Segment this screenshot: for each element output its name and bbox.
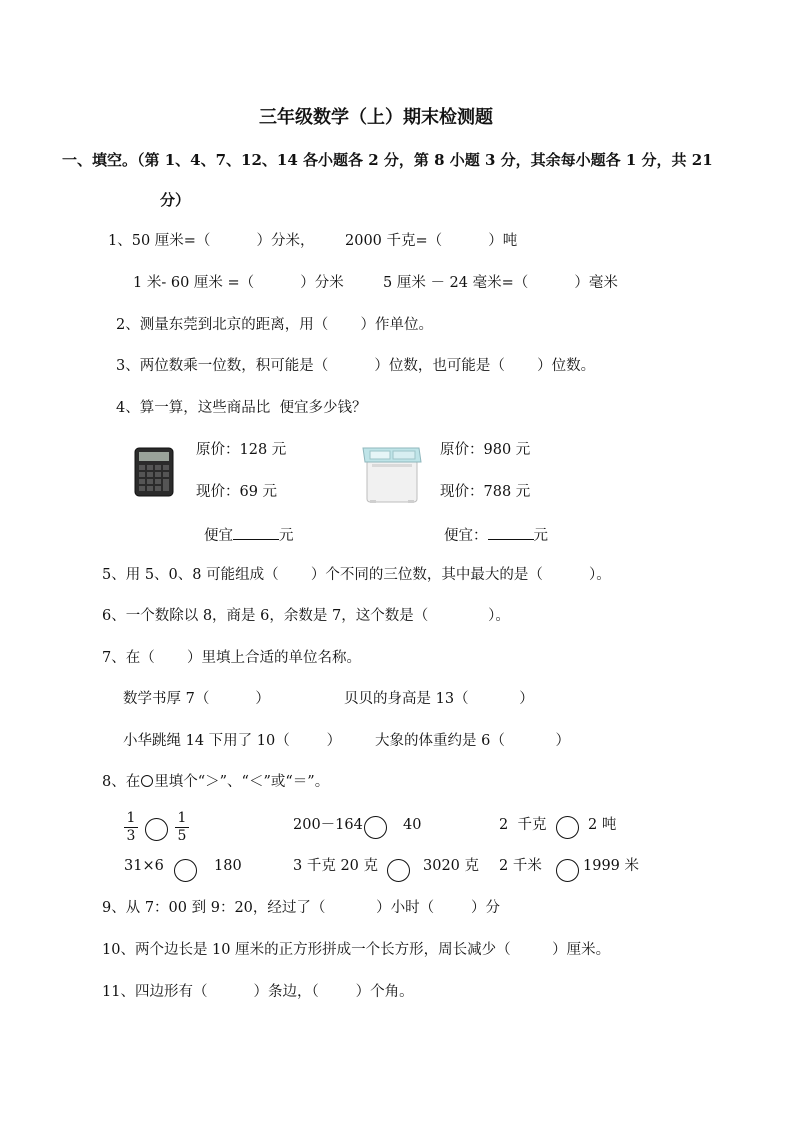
compare-3-right: 2 吨 — [588, 817, 617, 833]
compare-circle-4[interactable] — [174, 859, 197, 882]
compare-circle-5[interactable] — [387, 859, 410, 882]
fraction-denominator: 5 — [177, 828, 187, 844]
question-5: 5、用 5、0、8 可能组成（ ）个不同的三位数，其中最大的是（ ）。 — [102, 567, 611, 583]
item2-answer-blank[interactable] — [488, 526, 534, 540]
q1-part-a: 1、50 厘米=（ ）分米， — [108, 233, 315, 249]
question-6: 6、一个数除以 8，商是 6，余数是 7，这个数是（ ）。 — [102, 608, 510, 624]
q7-part-a: 数学书厚 7（ ） — [123, 691, 270, 707]
item2-current-price: 现价：788 元 — [440, 484, 531, 500]
item2-cheaper — [444, 526, 548, 544]
calculator-icon — [134, 447, 174, 501]
q1-part-b: 2000 千克=（ ）吨 — [345, 233, 518, 249]
item2-cheaper-unit: 元 — [533, 528, 548, 544]
section-heading-continued: 分） — [160, 191, 191, 209]
compare-circle-2[interactable] — [364, 816, 387, 839]
section-heading: 一、填空。（第 1、4、7、12、14 各小题各 2 分，第 8 小题 3 分，其余每小题各 1 分，共 21 — [62, 151, 713, 169]
question-2: 2、测量东莞到北京的距离，用（ ）作单位。 — [116, 317, 433, 333]
washing-machine-icon — [358, 440, 424, 510]
item2-original-price: 原价：980 元 — [440, 442, 531, 458]
item2-cheaper-label: 便宜： — [444, 528, 488, 544]
item1-cheaper — [204, 526, 294, 544]
compare-5-right: 3020 克 — [423, 858, 480, 874]
q1-part-c: 1 米- 60 厘米 =（ ）分米 — [133, 275, 344, 291]
fraction-numerator: 1 — [177, 810, 187, 826]
compare-3-left: 2 千克 — [499, 817, 547, 833]
compare-6-left: 2 千米 — [499, 858, 542, 874]
question-10: 10、两个边长是 10 厘米的正方形拼成一个长方形，周长减少（ ）厘米。 — [102, 942, 611, 958]
fraction-denominator: 3 — [126, 828, 136, 844]
item1-cheaper-label: 便宜 — [204, 528, 233, 544]
question-4-stem: 4、算一算，这些商品比 便宜多少钱？ — [116, 400, 367, 416]
q7-part-c: 小华跳绳 14 下用了 10（ ） — [123, 733, 342, 749]
compare-6-right: 1999 米 — [583, 858, 640, 874]
q8-stem-suffix: 里填个“＞”、“＜”或“＝”。 — [154, 774, 330, 790]
item1-answer-blank[interactable] — [233, 526, 279, 540]
item1-current-price: 现价：69 元 — [196, 484, 278, 500]
fraction-one-third — [124, 811, 138, 844]
small-circle-icon — [141, 775, 153, 787]
compare-circle-1[interactable] — [145, 818, 168, 841]
compare-5-left: 3 千克 20 克 — [293, 858, 379, 874]
compare-circle-6[interactable] — [556, 859, 579, 882]
compare-4-left: 31×6 — [124, 858, 164, 874]
q7-part-d: 大象的体重约是 6（ ） — [375, 733, 571, 749]
fraction-one-fifth — [175, 811, 189, 844]
q8-stem-prefix: 8、在 — [102, 774, 141, 790]
item1-original-price: 原价：128 元 — [196, 442, 287, 458]
question-3: 3、两位数乘一位数，积可能是（ ）位数，也可能是（ ）位数。 — [116, 358, 596, 374]
q1-part-d: 5 厘米 － 24 毫米=（ ）毫米 — [383, 275, 618, 291]
item1-cheaper-unit: 元 — [279, 528, 294, 544]
question-7-stem: 7、在（ ）里填上合适的单位名称。 — [102, 650, 361, 666]
compare-circle-3[interactable] — [556, 816, 579, 839]
q7-part-b: 贝贝的身高是 13（ ） — [344, 691, 534, 707]
compare-4-right: 180 — [214, 858, 242, 874]
question-8-stem — [102, 775, 329, 790]
page-title: 三年级数学（上）期末检测题 — [259, 107, 493, 128]
compare-2-right: 40 — [403, 817, 422, 833]
question-9: 9、从 7：00 到 9：20，经过了（ ）小时（ ）分 — [102, 900, 500, 916]
compare-2-left: 200－164 — [293, 817, 363, 833]
question-11: 11、四边形有（ ）条边，（ ）个角。 — [102, 984, 414, 1000]
fraction-numerator: 1 — [126, 810, 136, 826]
